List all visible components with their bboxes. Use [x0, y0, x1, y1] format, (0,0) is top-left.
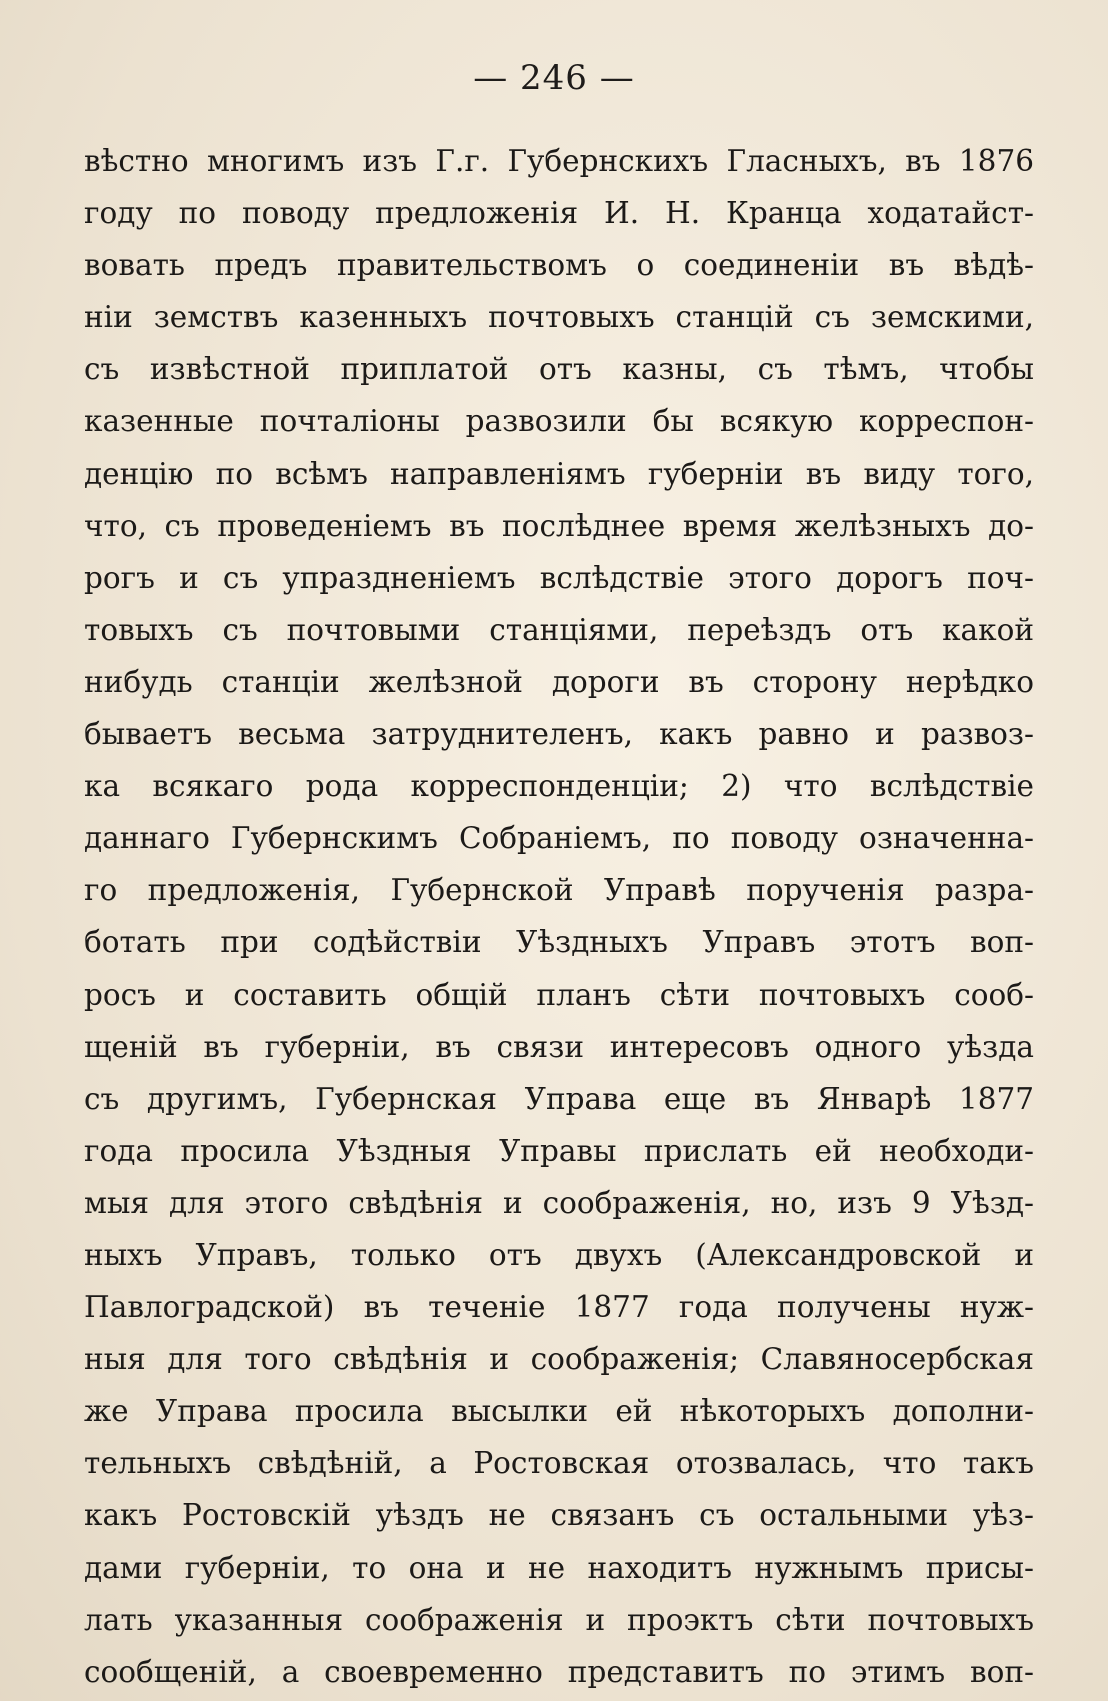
text-line: денцію по всѣмъ направленіямъ губерніи въ виду того,: [84, 456, 1034, 491]
text-line: года просила Уѣздныя Управы прислать ей необходи-: [84, 1133, 1034, 1168]
text-line: ка всякаго рода корреспонденціи; 2) что вслѣдствіе: [84, 769, 1034, 804]
text-line: нибудь станціи желѣзной дороги въ сторону нерѣдко: [84, 664, 1034, 699]
text-line: дами губерніи, то она и не находитъ нужнымъ присы-: [84, 1550, 1034, 1585]
text-line: съ другимъ, Губернская Управа еще въ Январѣ 1877: [84, 1081, 1034, 1116]
text-line: мыя для этого свѣдѣнія и соображенія, но, изъ 9 Уѣзд-: [84, 1185, 1034, 1220]
text-line: щеній въ губерніи, въ связи интересовъ одного уѣзда: [84, 1029, 1034, 1064]
text-line: росъ и составить общій планъ сѣти почтовыхъ сооб-: [84, 977, 1034, 1012]
text-line: что, съ проведеніемъ въ послѣднее время желѣзныхъ до-: [84, 508, 1034, 543]
text-line: го предложенія, Губернской Управѣ порученія разра-: [84, 873, 1034, 908]
text-line: ныхъ Управъ, только отъ двухъ (Александровской и: [84, 1237, 1034, 1272]
text-line: какъ Ростовскій уѣздъ не связанъ съ остальными уѣз-: [84, 1498, 1034, 1533]
text-line: лать указанныя соображенія и проэктъ сѣти почтовыхъ: [84, 1602, 1034, 1637]
text-line: товыхъ съ почтовыми станціями, переѣздъ отъ какой: [84, 612, 1034, 647]
text-line: ніи земствъ казенныхъ почтовыхъ станцій съ земскими,: [84, 300, 1034, 335]
text-line: Павлоградской) въ теченіе 1877 года получены нуж-: [84, 1290, 1034, 1325]
text-line: вовать предъ правительствомъ о соединеніи въ вѣдѣ-: [84, 248, 1034, 283]
text-line: казенные почталіоны развозили бы всякую корреспон-: [84, 404, 1034, 439]
text-line: тельныхъ свѣдѣній, а Ростовская отозвалась, что такъ: [84, 1446, 1034, 1481]
body-text: [84, 135, 1034, 1698]
text-line: съ извѣстной приплатой отъ казны, съ тѣмъ, чтобы: [84, 352, 1034, 387]
text-line: бываетъ весьма затруднителенъ, какъ равно и развоз-: [84, 717, 1034, 752]
text-line: рогъ и съ упраздненіемъ вслѣдствіе этого дорогъ поч-: [84, 560, 1034, 595]
text-line: вѣстно многимъ изъ Г.г. Губернскихъ Гласныхъ, въ 1876: [84, 144, 1034, 178]
text-line: даннаго Губернскимъ Собраніемъ, по поводу означенна-: [84, 821, 1034, 856]
text-line: же Управа просила высылки ей нѣкоторыхъ дополни-: [84, 1394, 1034, 1429]
text-line: сообщеній, а своевременно представитъ по этимъ воп-: [84, 1654, 1034, 1689]
text-line: году по поводу предложенія И. Н. Кранца ходатайст-: [84, 196, 1034, 231]
page-number: — 246 —: [473, 58, 635, 98]
text-line: ныя для того свѣдѣнія и соображенія; Славяносербская: [84, 1342, 1034, 1377]
text-line: ботать при содѣйствіи Уѣздныхъ Управъ этотъ воп-: [84, 925, 1034, 960]
